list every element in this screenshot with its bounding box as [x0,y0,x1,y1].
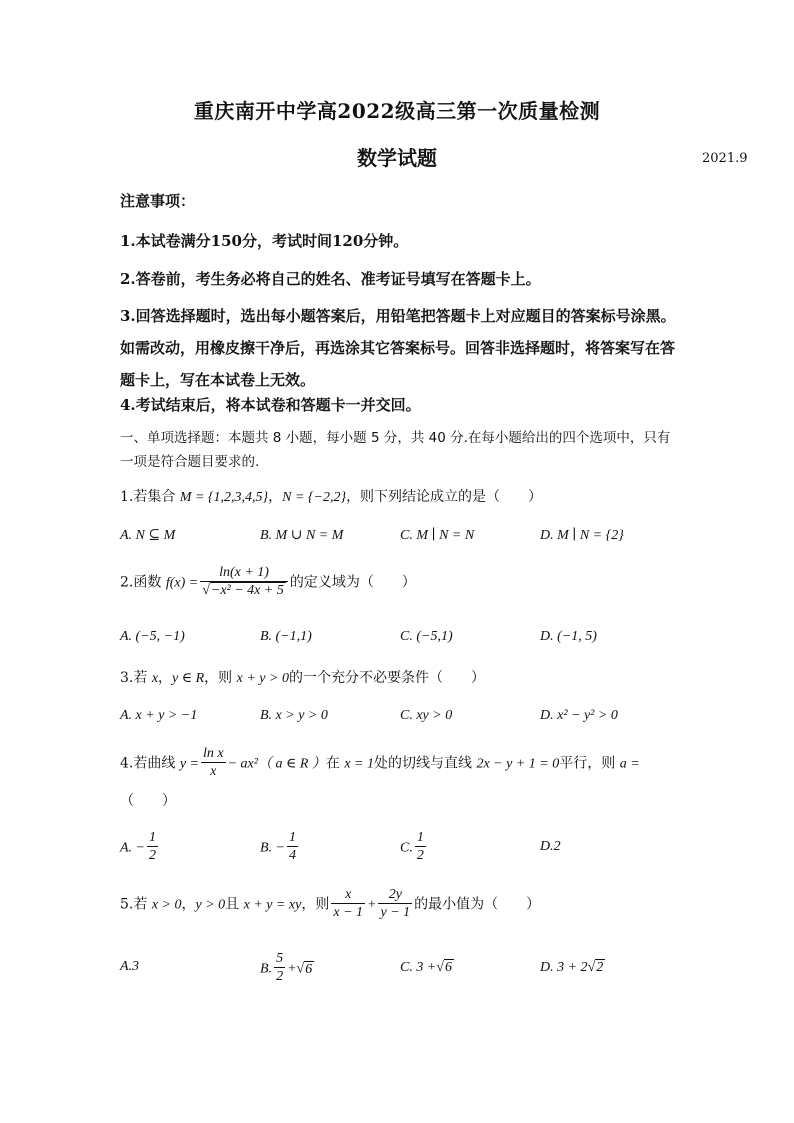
q5-b-plus: + [287,961,297,977]
q2-option-d[interactable]: D. (−1, 5) [540,629,597,644]
q5-option-d[interactable]: D. 3 + 2√2 [540,960,604,975]
q2-option-b[interactable]: B. (−1,1) [260,629,312,644]
q5-b-den: 2 [276,969,284,984]
q4-lhs: y = [179,756,199,772]
q3-text-1: 3.若 [120,670,152,686]
q4-option-c-label: C. [400,840,413,856]
q5-and: 且 [225,896,244,913]
q5-c-sqrt: 6 [444,960,452,975]
question-4 [120,746,690,781]
section-heading: 一、单项选择题：本题共 8 小题，每小题 5 分，共 40 分.在每小题给出的四个选项中，只有一项是符合题目要求的. [120,430,671,470]
q5-f2-den: y − 1 [380,905,411,920]
q5-f1-den: x − 1 [333,905,364,920]
q4-end: （ ） [120,793,176,809]
q5-d-sqrt: 2 [596,960,604,975]
q3-text-3: ，则 [204,670,237,686]
q4-fraction [201,746,226,781]
q5-f2-num: 2y [378,887,412,904]
question-1 [120,486,690,509]
q5-option-a[interactable]: A.3 [120,959,140,974]
q2-denominator: −x² − 4x + 5 [210,583,284,598]
q4-at: x = 1 [344,756,374,772]
q3-var-x: x [151,671,159,686]
q1-option-c[interactable]: C. M ∣ N = N [400,528,475,543]
q5-frac-2 [378,887,412,922]
q1-set-m: M = {1,2,3,4,5} [179,490,269,505]
exam-date: 2021.9 [702,151,748,166]
q4-prefix: 4.若曲线 [120,755,180,772]
q3-cond: y ∈ R [172,671,205,686]
q4-option-b[interactable] [260,830,300,865]
q5-option-c[interactable]: C. 3 +√6 [400,960,452,975]
notice-heading: 注意事项： [120,192,196,210]
q4-mid3: 平行，则 [559,755,620,772]
q5-option-c-label: C. 3 + [400,960,437,975]
q2-option-a[interactable]: A. (−5, −1) [120,629,185,644]
q1-option-a[interactable]: A. N ⊆ M [120,528,176,543]
q1-set-n: N = {−2,2} [282,490,347,505]
exam-title: 重庆南开中学高2022级高三第一次质量检测 [193,99,601,123]
q1-suffix: ，则下列结论成立的是（ ） [346,489,543,505]
q3-option-c[interactable]: C. xy > 0 [400,708,453,723]
q5-b-num: 5 [276,951,284,966]
q5-frac-1 [331,887,365,922]
q3-option-d[interactable]: D. x² − y² > 0 [540,708,618,723]
q4-line: 2x − y + 1 = 0 [476,756,560,772]
question-5 [120,887,690,922]
q4-a-den: 2 [149,848,156,863]
q5-b-sqrt: 6 [305,961,313,977]
q3-option-a[interactable]: A. x + y > −1 [120,708,198,723]
q4-ask: a = [619,756,640,772]
q4-option-c[interactable] [400,830,428,865]
q3-option-b[interactable]: B. x > y > 0 [260,708,328,723]
q4-c-den: 2 [416,848,424,863]
q3-text-2: ， [158,670,173,686]
q4-option-a-label: A. − [120,840,145,856]
q5-prefix: 5.若 [120,896,152,913]
q2-suffix: 的定义域为（ ） [289,574,416,591]
q5-option-b-label: B. [260,961,273,977]
q4-frac-den: x [210,764,217,779]
q1-prefix: 1.若集合 [120,489,180,505]
q4-mid2: 处的切线与直线 [374,755,477,772]
q1-option-b[interactable]: B. M ∪ N = M [260,528,344,543]
q5-c3: x + y = xy [243,897,302,913]
q1-sep: ， [268,489,283,505]
exam-subtitle: 数学试题 [357,146,437,170]
q2-option-c[interactable]: C. (−5,1) [400,629,453,644]
notice-item-1: 1.本试卷满分150分，考试时间120分钟。 [120,232,409,250]
q5-option-b[interactable]: B. $\frac{5}{2}$ +√6 [260,951,313,984]
q4-b-den: 4 [289,848,296,863]
q4-a-num: 1 [149,830,156,845]
question-3 [120,667,690,690]
q5-suffix: 的最小值为（ ） [414,896,541,913]
notice-item-3: 3.回答选择题时，选出每小题答案后，用铅笔把答题卡上对应题目的答案标号涂黑。如需改动，用橡皮擦干净后，再选涂其它答案标号。回答非选择题时，将答案写在答题卡上，写在本试卷上无效。 [120,307,676,389]
q4-rest: − ax² [227,756,258,772]
q5-f1-num: x [331,887,365,904]
q5-plus: + [367,897,377,913]
q4-frac-num: ln x [202,746,224,761]
q5-c2: y > 0 [195,897,226,913]
notice-item-4: 4.考试结束后，将本试卷和答题卡一并交回。 [120,396,421,414]
q1-option-d[interactable]: D. M ∣ N = {2} [540,528,624,543]
q5-sep: ， [181,896,196,913]
q3-text-4: 的一个充分不必要条件（ ） [288,670,485,686]
q2-func: f(x) = [165,575,199,591]
q4-c-num: 1 [416,830,424,845]
q5-c1: x > 0 [151,897,182,913]
q4-b-num: 1 [289,830,296,845]
q5-then: ，则 [301,896,330,913]
q2-fraction [200,565,288,600]
q4-paren: （ a ∈ R ） [257,756,326,772]
question-2 [120,565,690,600]
q4-option-a[interactable] [120,830,160,865]
q2-denominator-wrap: √−x² − 4x + 5 [202,583,284,598]
q2-numerator: ln(x + 1) [200,565,288,582]
q5-option-d-label: D. 3 + 2 [540,960,588,975]
q4-option-b-label: B. − [260,840,285,856]
q2-prefix: 2.函数 [120,574,166,591]
q3-expr: x + y > 0 [236,671,289,686]
q4-option-d[interactable]: D.2 [540,839,561,854]
q4-mid: 在 [325,755,345,772]
notice-item-2: 2.答卷前，考生务必将自己的姓名、准考证号填写在答题卡上。 [120,270,541,288]
